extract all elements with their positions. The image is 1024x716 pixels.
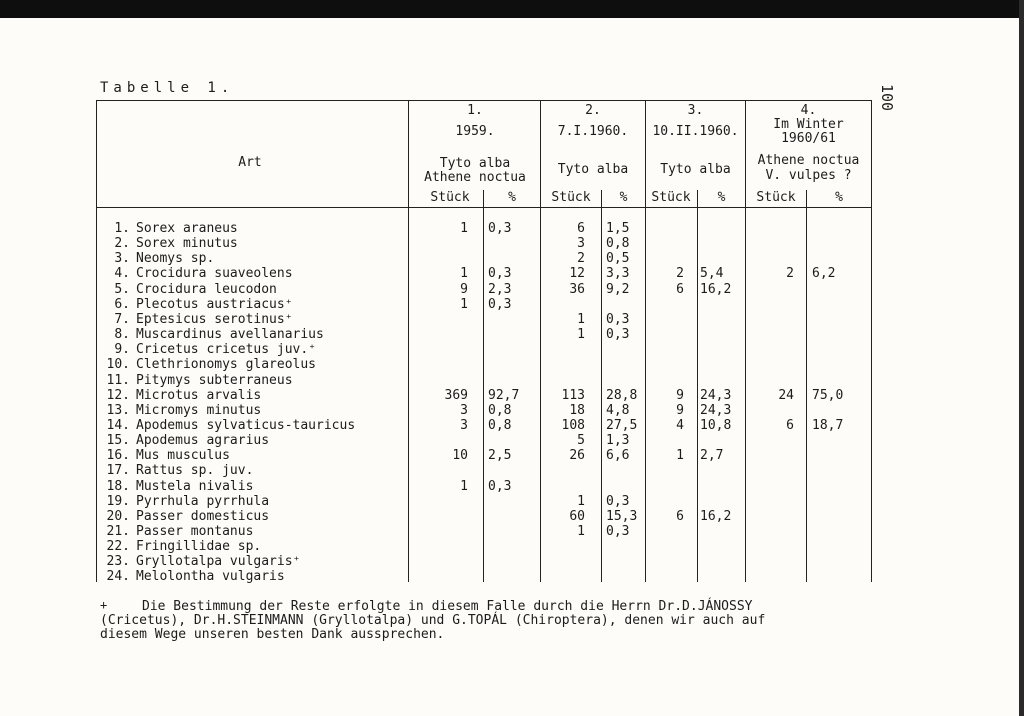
header-col4-line1: Athene noctua (757, 153, 860, 168)
cell-art: Melolontha vulgaris (136, 569, 285, 585)
cell-c4s: 2 (786, 266, 794, 282)
cell-c2p: 0,5 (606, 251, 630, 267)
cell-c2s: 5 (577, 433, 585, 449)
table-row (0, 494, 872, 509)
cell-c2p: 4,8 (606, 402, 630, 418)
header-col3-date: 10.II.1960. (652, 124, 739, 139)
cell-nr: 9. (114, 342, 130, 358)
cell-c3p: 2,7 (700, 448, 724, 464)
footnote-line1: Die Bestimmung der Reste erfolgte in diesem Falle durch die Herrn Dr.D.JÁNOSSY (142, 599, 753, 614)
cell-art: Muscardinus avellanarius (136, 327, 324, 343)
table-row (0, 251, 872, 266)
cell-nr: 8. (114, 327, 130, 343)
header-col2-nr: 2. (585, 103, 601, 118)
footnote-line2: (Cricetus), Dr.H.STEINMANN (Gryllotalpa) und G.TOPÁL (Chiroptera), denen wir auch auf (100, 613, 766, 628)
cell-c2s: 2 (577, 251, 585, 267)
cell-c3s: 6 (676, 281, 684, 297)
header-col2-date: 7.I.1960. (557, 124, 629, 139)
cell-art: Crocidura suaveolens (136, 266, 293, 282)
cell-art: Passer montanus (136, 524, 254, 539)
cell-c2p: 1,3 (606, 433, 630, 449)
cell-c2p: 0,8 (606, 236, 630, 252)
header-col2-percent: % (619, 190, 628, 205)
cell-c2p: 0,3 (606, 327, 630, 343)
cell-nr: 13. (106, 402, 130, 418)
cell-art: Sorex minutus (136, 236, 238, 252)
table-row (0, 327, 872, 342)
cell-art: Rattus sp. juv. (136, 463, 254, 479)
cell-c2s: 12 (569, 266, 585, 282)
cell-c2s: 36 (569, 281, 585, 297)
table-row (0, 539, 872, 554)
header-col3-nr: 3. (687, 103, 704, 118)
cell-nr: 17. (106, 463, 130, 479)
table-row (0, 433, 872, 448)
cell-c1p: 0,8 (488, 417, 512, 433)
cell-c3p: 5,4 (700, 266, 724, 282)
header-col4-date-line1: Im Winter (773, 117, 844, 132)
cell-c1s: 3 (460, 417, 468, 433)
cell-c1p: 0,3 (488, 296, 512, 312)
cell-c1s: 1 (460, 478, 468, 494)
table-row (0, 221, 872, 236)
cell-c1p: 0,3 (488, 266, 512, 282)
cell-art: Mus musculus (136, 448, 230, 464)
table-row (0, 388, 872, 403)
cell-nr: 7. (114, 311, 130, 327)
header-col4-date-line2: 1960/61 (781, 131, 836, 146)
cell-nr: 16. (106, 448, 130, 464)
table-row (0, 479, 872, 494)
header-col2-stueck: Stück (551, 190, 591, 205)
cell-nr: 6. (114, 296, 130, 312)
cell-c1s: 9 (460, 281, 468, 297)
cell-c2p: 0,3 (606, 311, 630, 327)
cell-art: Plecotus austriacus⁺ (136, 296, 293, 312)
cell-c2p: 0,3 (606, 493, 630, 509)
cell-nr: 20. (106, 508, 130, 524)
cell-c2s: 60 (569, 508, 585, 524)
cell-c4s: 6 (786, 417, 794, 433)
cell-c1s: 1 (460, 221, 468, 236)
table-row (0, 509, 872, 524)
cell-c3s: 9 (676, 402, 684, 418)
cell-c2s: 108 (561, 417, 585, 433)
cell-c1p: 0,3 (488, 221, 512, 236)
table-title: Tabelle 1. (100, 80, 235, 96)
cell-c4p: 75,0 (812, 387, 844, 403)
table-row (0, 236, 872, 251)
cell-c2p: 1,5 (606, 221, 630, 236)
cell-c2p: 27,5 (606, 417, 638, 433)
header-col3-line1: Tyto alba (660, 162, 731, 177)
cell-art: Eptesicus serotinus⁺ (136, 311, 293, 327)
table-row (0, 373, 872, 388)
table-row (0, 554, 872, 569)
cell-art: Neomys sp. (136, 251, 215, 267)
cell-c3s: 6 (676, 508, 684, 524)
table-row (0, 403, 872, 418)
header-col1-date: 1959. (455, 124, 495, 139)
table-row (0, 342, 872, 357)
cell-c3s: 9 (676, 387, 684, 403)
cell-nr: 14. (106, 417, 130, 433)
header-col1-line1: Tyto alba (439, 156, 511, 171)
cell-art: Apodemus agrarius (136, 433, 270, 449)
cell-c2s: 1 (577, 493, 585, 509)
header-col1-stueck: Stück (430, 190, 470, 205)
cell-c1p: 92,7 (488, 387, 520, 403)
cell-nr: 15. (106, 433, 130, 449)
cell-nr: 19. (106, 493, 130, 509)
cell-nr: 11. (106, 372, 130, 388)
cell-c1p: 0,3 (488, 478, 512, 494)
table-top-rule (96, 100, 872, 101)
cell-nr: 10. (106, 357, 130, 373)
cell-c4s: 24 (778, 387, 794, 403)
table-row (0, 524, 872, 539)
scan-right-border (1019, 0, 1024, 716)
cell-nr: 23. (106, 554, 130, 570)
header-col4-line2: V. vulpes ? (765, 168, 852, 183)
cell-art: Apodemus sylvaticus-tauricus (136, 417, 356, 433)
cell-art: Cricetus cricetus juv.⁺ (136, 342, 317, 358)
cell-art: Passer domesticus (136, 508, 270, 524)
scan-top-border (0, 0, 1024, 18)
cell-c1s: 3 (460, 402, 468, 418)
cell-c1s: 1 (460, 296, 468, 312)
header-col2-line1: Tyto alba (557, 162, 629, 177)
cell-art: Crocidura leucodon (136, 281, 277, 297)
cell-c2s: 18 (569, 402, 585, 418)
cell-art: Clethrionomys glareolus (136, 357, 317, 373)
cell-art: Gryllotalpa vulgaris⁺ (136, 554, 301, 570)
cell-c3p: 10,8 (700, 417, 732, 433)
page-number: 100 (878, 84, 896, 112)
cell-nr: 22. (106, 539, 130, 555)
cell-c2s: 113 (561, 387, 585, 403)
cell-c4p: 6,2 (812, 266, 836, 282)
cell-c2p: 3,3 (606, 266, 630, 282)
cell-c3p: 16,2 (700, 281, 732, 297)
cell-nr: 1. (114, 221, 130, 236)
cell-nr: 21. (106, 524, 130, 539)
cell-nr: 24. (106, 569, 130, 585)
cell-nr: 4. (114, 266, 130, 282)
cell-c4p: 18,7 (812, 417, 844, 433)
cell-c2s: 26 (569, 448, 585, 464)
cell-c1p: 2,5 (488, 448, 512, 464)
table-row (0, 463, 872, 478)
table-row (0, 297, 872, 312)
cell-c1s: 369 (444, 387, 468, 403)
header-col1-percent: % (508, 190, 516, 205)
cell-c3s: 4 (676, 417, 684, 433)
cell-c2p: 0,3 (606, 524, 630, 539)
header-bottom-rule (96, 207, 872, 208)
cell-nr: 18. (106, 478, 130, 494)
cell-c2p: 28,8 (606, 387, 638, 403)
cell-c2p: 15,3 (606, 508, 638, 524)
cell-c3p: 16,2 (700, 508, 732, 524)
table-row (0, 266, 872, 281)
cell-c3p: 24,3 (700, 387, 732, 403)
table-row (0, 312, 872, 327)
cell-c1s: 1 (460, 266, 468, 282)
header-col3-percent: % (717, 190, 726, 205)
cell-c3s: 1 (676, 448, 684, 464)
footnote-line3: diesem Wege unseren besten Dank aussprechen. (100, 627, 445, 642)
cell-nr: 2. (114, 236, 130, 252)
cell-c2s: 1 (577, 524, 585, 539)
cell-c2s: 1 (577, 327, 585, 343)
cell-c1p: 2,3 (488, 281, 512, 297)
footnote-marker: + (100, 598, 108, 612)
table-row (0, 569, 872, 584)
table-row (0, 357, 872, 372)
header-col4-nr: 4. (800, 103, 817, 118)
cell-art: Sorex araneus (136, 221, 238, 236)
header-col4-stueck: Stück (756, 190, 796, 205)
cell-art: Pitymys subterraneus (136, 372, 293, 388)
header-col1-nr: 1. (467, 103, 483, 118)
cell-c1p: 0,8 (488, 402, 512, 418)
cell-art: Pyrrhula pyrrhula (136, 493, 270, 509)
cell-c3s: 2 (676, 266, 684, 282)
cell-c1s: 10 (452, 448, 468, 464)
table-row (0, 282, 872, 297)
cell-c2p: 9,2 (606, 281, 630, 297)
table-row (0, 448, 872, 463)
cell-art: Mustela nivalis (136, 478, 254, 494)
header-col3-stueck: Stück (651, 190, 691, 205)
cell-art: Fringillidae sp. (136, 539, 262, 555)
cell-c2s: 1 (577, 311, 585, 327)
table-row (0, 418, 872, 433)
cell-c2s: 6 (577, 221, 585, 236)
header-col4-percent: % (835, 190, 843, 205)
cell-nr: 12. (106, 387, 130, 403)
cell-c2s: 3 (577, 236, 585, 252)
cell-nr: 5. (114, 281, 130, 297)
cell-c3p: 24,3 (700, 402, 732, 418)
cell-nr: 3. (114, 251, 130, 267)
cell-art: Micromys minutus (136, 402, 262, 418)
header-art: Art (238, 155, 262, 170)
header-col1-line2: Athene noctua (424, 170, 526, 185)
cell-art: Microtus arvalis (136, 387, 262, 403)
cell-c2p: 6,6 (606, 448, 630, 464)
